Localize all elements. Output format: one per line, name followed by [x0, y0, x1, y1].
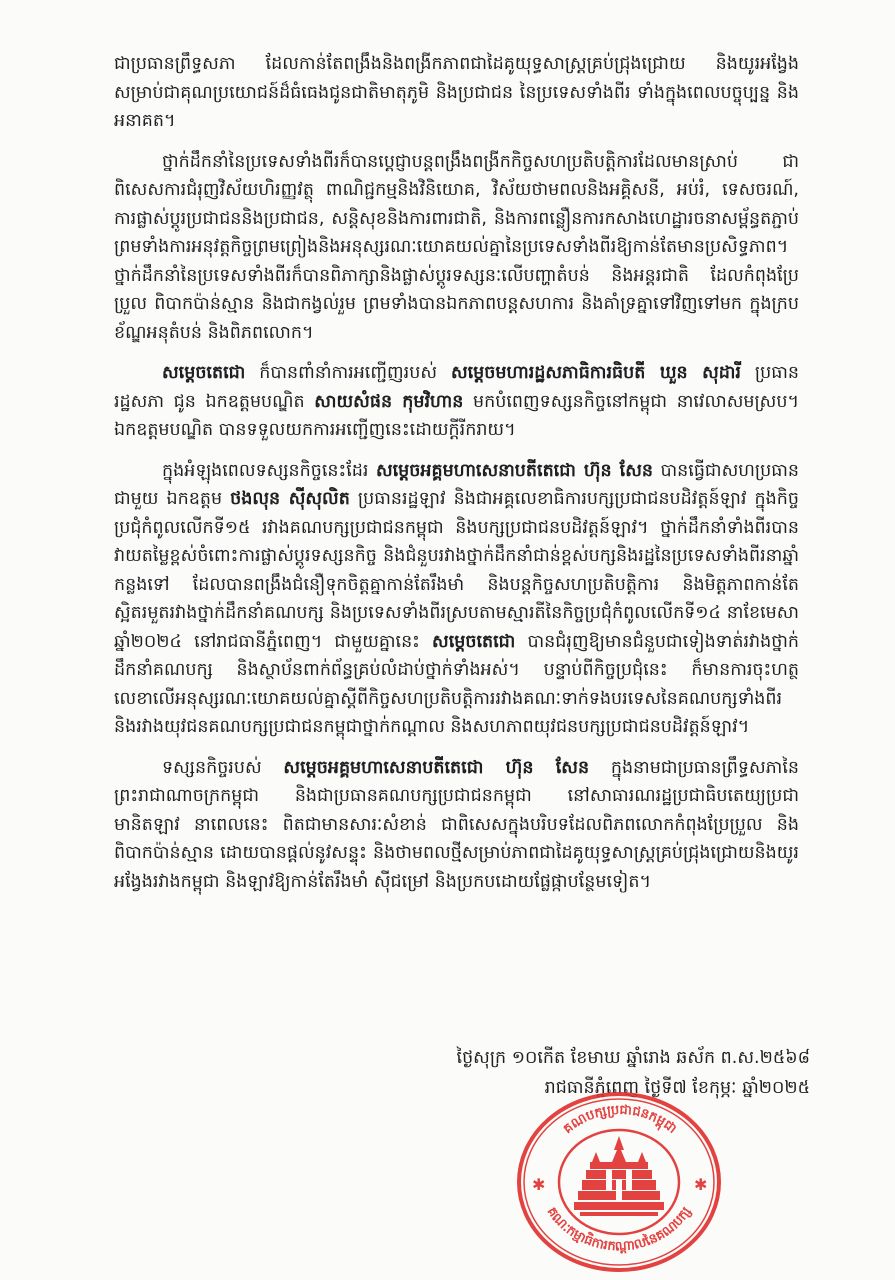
text-run: ទស្សនកិច្ចរបស់	[162, 757, 284, 778]
text-run: បានធ្វើជាសហប្រធានជាមួយ ឯកឧត្តម	[114, 460, 800, 509]
text-run: ក៏បានពាំនាំការអញ្ជើញរបស់	[245, 363, 451, 383]
seal-right-star: ✱	[694, 1175, 708, 1194]
party-seal-stamp	[508, 1086, 730, 1274]
seal-left-star: ✱	[532, 1175, 546, 1194]
paragraph	[114, 50, 799, 136]
text-run: ជាប្រធានព្រឹទ្ធសភា ដែលកាន់តែពង្រឹងនិងពង្រីកភាពជាដៃគូយុទ្ធសាស្ត្រគ្រប់ជ្រុងជ្រោយ និងយូរអង្វែង សម្រាប់ជាគុណប្រយោជន៍ដ៏ធំធេងជូនជាតិមាតុភូមិ និងប្រជាជន នៃប្រទេសទាំងពីរ ទាំងក្នុងពេលបច្ចុប្បន្ន និងអនាគត។	[114, 54, 799, 131]
seal-bottom-text: គណៈកម្មាធិការកណ្តាលនៃគណបក្ស	[543, 1204, 695, 1255]
paragraph	[114, 457, 799, 742]
place-date-line: រាជធានីភ្នំពេញ ថ្ងៃទី៧ ខែកុម្ភៈ ឆ្នាំ២០២៥	[544, 1078, 810, 1098]
lunar-date-line: ថ្ងៃសុក្រ ១០កើត ខែមាឃ ឆ្នាំរោង ឆស័ក ព.ស.២៥៦៨	[456, 1048, 810, 1068]
text-run: បានជំរុញឱ្យមានជំនួបជាទៀងទាត់រវាងថ្នាក់ដឹកនាំគណបក្ស និងស្ថាប័នពាក់ព័ន្ធគ្រប់លំដាប់ថ្នាក់ទាំងអស់។ បន្ទាប់ពីកិច្ចប្រជុំនេះ ក៏មានការចុះហត្ថលេខាលើអនុស្សរណៈយោគយល់គ្នាស្តីពីកិច្ចសហប្រតិបត្តិការរវាងគណៈទាក់ទងបរទេសនៃគណបក្សទាំងពីរ និងរវាងយុវជនគណបក្សប្រជាជនកម្ពុជាថ្នាក់កណ្តាល និងសហភាពយុវជនបក្សប្រជាជនបដិវត្តន៍ឡាវ។	[114, 631, 799, 737]
letter-body	[114, 50, 799, 908]
paragraph	[114, 148, 799, 348]
angkor-temple-icon	[574, 1136, 664, 1216]
seal-top-text: គណបក្សប្រជាជនកម្ពុជា	[560, 1102, 680, 1137]
bold-name-run: សម្តេចតេជោ	[432, 631, 516, 652]
text-run: ថ្នាក់ដឹកនាំនៃប្រទេសទាំងពីរក៏បានប្តេជ្ញាបន្តពង្រឹងពង្រីកកិច្ចសហប្រតិបត្តិការដែលមានស្រាប់ ជាពិសេសការជំរុញវិស័យហិរញ្ញវត្ថុ ពាណិជ្ជកម្មនិងវិនិយោគ, វិស័យថាមពលនិងអគ្គិសនី, អប់រំ, ទេសចរណ៍, ការផ្លាស់ប្តូរប្រជាជននិងប្រជាជន, សន្តិសុខនិងការពារជាតិ, និងការពន្លឿនការកសាងហេដ្ឋារចនាសម្ព័ន្ធតភ្ជាប់ ព្រមទាំងការអនុវត្តកិច្ចព្រមព្រៀងនិងអនុស្សរណៈយោគយល់គ្នានៃប្រទេសទាំងពីរឱ្យកាន់តែមានប្រសិទ្ធភាព។ ថ្នាក់ដឹកនាំនៃប្រទេសទាំងពីរក៏បានពិភាក្សានិងផ្លាស់ប្តូរទស្សនៈលើបញ្ហាតំបន់ និងអន្តរជាតិ ដែលកំពុងប្រែប្រួល ពិបាកប៉ាន់ស្មាន និងជាកង្វល់រួម ព្រមទាំងបានឯកភាពបន្តសហការ និងគាំទ្រគ្នាទៅវិញទៅមក ក្នុងក្របខ័ណ្ឌអនុតំបន់ និងពិភពលោក។	[114, 151, 799, 343]
bold-name-run: ថងលុន ស៊ីសុលិត	[230, 489, 350, 509]
svg-text:គណៈកម្មាធិការកណ្តាលនៃគណបក្ស	[544, 1204, 695, 1254]
bold-name-run: សាយសំផន កុមវិហាន	[314, 391, 464, 412]
text-run: ក្នុងនាមជាប្រធានព្រឹទ្ធសភានៃព្រះរាជាណាចក្រកម្ពុជា និងជាប្រធានគណបក្សប្រជាជនកម្ពុជា នៅសាធារណរដ្ឋប្រជាធិបតេយ្យប្រជាមានិតឡាវ នាពេលនេះ ពិតជាមានសារៈសំខាន់ ជាពិសេសក្នុងបរិបទដែលពិភពលោកកំពុងប្រែប្រួល និងពិបាកប៉ាន់ស្មាន ដោយបានផ្តល់នូវសន្ទុះ និងថាមពលថ្មីសម្រាប់ភាពជាដៃគូយុទ្ធសាស្ត្រគ្រប់ជ្រុងជ្រោយនិងយូរអង្វែងរវាងកម្ពុជា និងឡាវឱ្យកាន់តែរឹងមាំ ស៊ីជម្រៅ និងប្រកបដោយផ្លែផ្កាបន្ថែមទៀត។	[114, 757, 799, 892]
bold-name-run: សម្តេចតេជោ	[162, 363, 246, 383]
text-run: មកបំពេញទស្សនកិច្ចនៅកម្ពុជា នាវេលាសមស្រប។ ឯកឧត្តមបណ្ឌិត បានទទួលយកការអញ្ជើញនេះដោយក្តីរីករាយ។	[114, 391, 799, 440]
bold-name-run: សម្តេចអគ្គមហាសេនាបតីតេជោ ហ៊ុន សែន	[283, 757, 590, 778]
text-run: ប្រធានរដ្ឋសភា ជូន ឯកឧត្តមបណ្ឌិត	[114, 363, 799, 412]
paragraph	[114, 754, 799, 897]
bold-name-run: សម្តេចអគ្គមហាសេនាបតីតេជោ ហ៊ុន សែន	[375, 460, 654, 481]
text-run: ប្រធានរដ្ឋឡាវ និងជាអគ្គលេខាធិការបក្សប្រជាជនបដិវត្តន៍ឡាវ ក្នុងកិច្ចប្រជុំកំពូលលើកទី១៥ រវាងគណបក្សប្រជាជនកម្ពុជា និងបក្សប្រជាជនបដិវត្តន៍ឡាវ។ ថ្នាក់ដឹកនាំទាំងពីរបានវាយតម្លៃខ្ពស់ចំពោះការផ្លាស់ប្តូរទស្សនកិច្ច និងជំនួបរវាងថ្នាក់ដឹកនាំជាន់ខ្ពស់បក្សនិងរដ្ឋនៃប្រទេសទាំងពីរនាឆ្នាំកន្លងទៅ ដែលបានពង្រឹងជំនឿទុកចិត្តគ្នាកាន់តែរឹងមាំ និងបន្តកិច្ចសហប្រតិបត្តិការ និងមិត្តភាពកាន់តែស្អិតរមួតរវាងថ្នាក់ដឹកនាំគណបក្ស និងប្រទេសទាំងពីរស្របតាមស្មារតីនៃកិច្ចប្រជុំកំពូលលើកទី១៤ នាខែមេសា ឆ្នាំ២០២៤ នៅរាជធានីភ្នំពេញ។ ជាមួយគ្នានេះ	[114, 489, 799, 652]
bold-name-run: សម្តេចមហារដ្ឋសភាធិការធិបតី ឃួន សុដារី	[450, 363, 741, 383]
text-run: ក្នុងអំឡុងពេលទស្សនកិច្ចនេះដែរ	[162, 460, 376, 481]
paragraph	[114, 359, 799, 445]
